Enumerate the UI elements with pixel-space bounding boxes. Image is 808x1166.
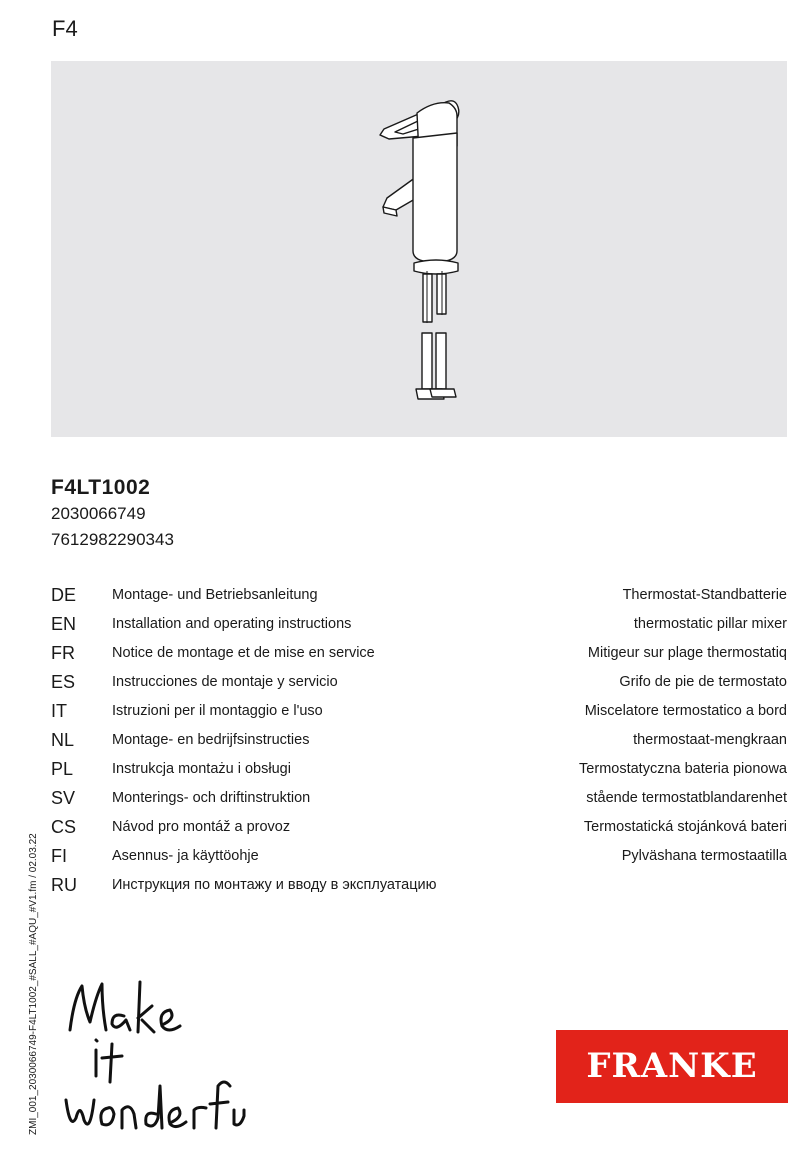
manual-title: Monterings- och driftinstruktion [112, 790, 311, 806]
language-code: ES [51, 672, 76, 692]
product-type: Grifo de pie de termostato [619, 674, 787, 690]
manual-title: Istruzioni per il montaggio e l'uso [112, 703, 323, 719]
manual-title: Instrucciones de montaje y servicio [112, 674, 338, 690]
language-row-fi [51, 846, 787, 875]
language-list [51, 585, 787, 904]
manual-title: Instrukcja montażu i obsługi [112, 761, 291, 777]
manual-title: Notice de montage et de mise en service [112, 645, 375, 661]
language-code: RU [51, 875, 77, 895]
manual-title: Montage- und Betriebsanleitung [112, 587, 318, 603]
language-row-nl [51, 730, 787, 759]
manual-title: Инструкция по монтажу и вводу в эксплуатацию [112, 877, 437, 893]
language-code: CS [51, 817, 77, 837]
manual-title: Asennus- ja käyttöohje [112, 848, 259, 864]
product-type: Miscelatore termostatico a bord [584, 703, 787, 719]
language-code: IT [51, 701, 67, 721]
ean-number: 7612982290343 [51, 530, 174, 549]
product-type: Mitigeur sur plage thermostatiq [587, 645, 787, 661]
language-row-cs [51, 817, 787, 846]
product-illustration-panel [51, 61, 787, 437]
product-info [51, 475, 174, 553]
language-row-es [51, 672, 787, 701]
franke-logo [556, 1030, 788, 1103]
product-type: thermostaat-mengkraan [633, 732, 787, 748]
handwritten-tagline [60, 978, 250, 1148]
document-reference: ZMI_001_2030066749-F4LT1002_#SALL_#AQU_#V1.fm / 02.03.22 [28, 833, 39, 1135]
manual-title: Návod pro montáž a provoz [112, 819, 291, 835]
product-type: stående termostatblandarenhet [586, 790, 787, 806]
language-row-ru [51, 875, 787, 904]
language-code: PL [51, 759, 74, 779]
faucet-illustration [51, 61, 787, 437]
product-type: Termostatická stojánková bateri [583, 819, 787, 835]
manual-title: Installation and operating instructions [112, 616, 352, 632]
language-code: NL [51, 730, 75, 750]
language-row-fr [51, 643, 787, 672]
series-title: F4 [52, 16, 78, 41]
language-row-pl [51, 759, 787, 788]
logo-text: FRANKE [586, 1046, 758, 1086]
product-type: Thermostat-Standbatterie [622, 587, 787, 603]
language-code: DE [51, 585, 77, 605]
manual-title: Montage- en bedrijfsinstructies [112, 732, 310, 748]
article-number: 2030066749 [51, 504, 146, 523]
language-row-sv [51, 788, 787, 817]
language-row-it [51, 701, 787, 730]
language-code: FR [51, 643, 75, 663]
model-number: F4LT1002 [51, 476, 151, 499]
product-type: Pylväshana termostaatilla [621, 848, 787, 864]
language-code: SV [51, 788, 76, 808]
product-type: thermostatic pillar mixer [633, 616, 787, 632]
language-code: FI [51, 846, 67, 866]
language-code: EN [51, 614, 77, 634]
language-row-en [51, 614, 787, 643]
product-type: Termostatyczna bateria pionowa [579, 761, 787, 777]
language-row-de [51, 585, 787, 614]
